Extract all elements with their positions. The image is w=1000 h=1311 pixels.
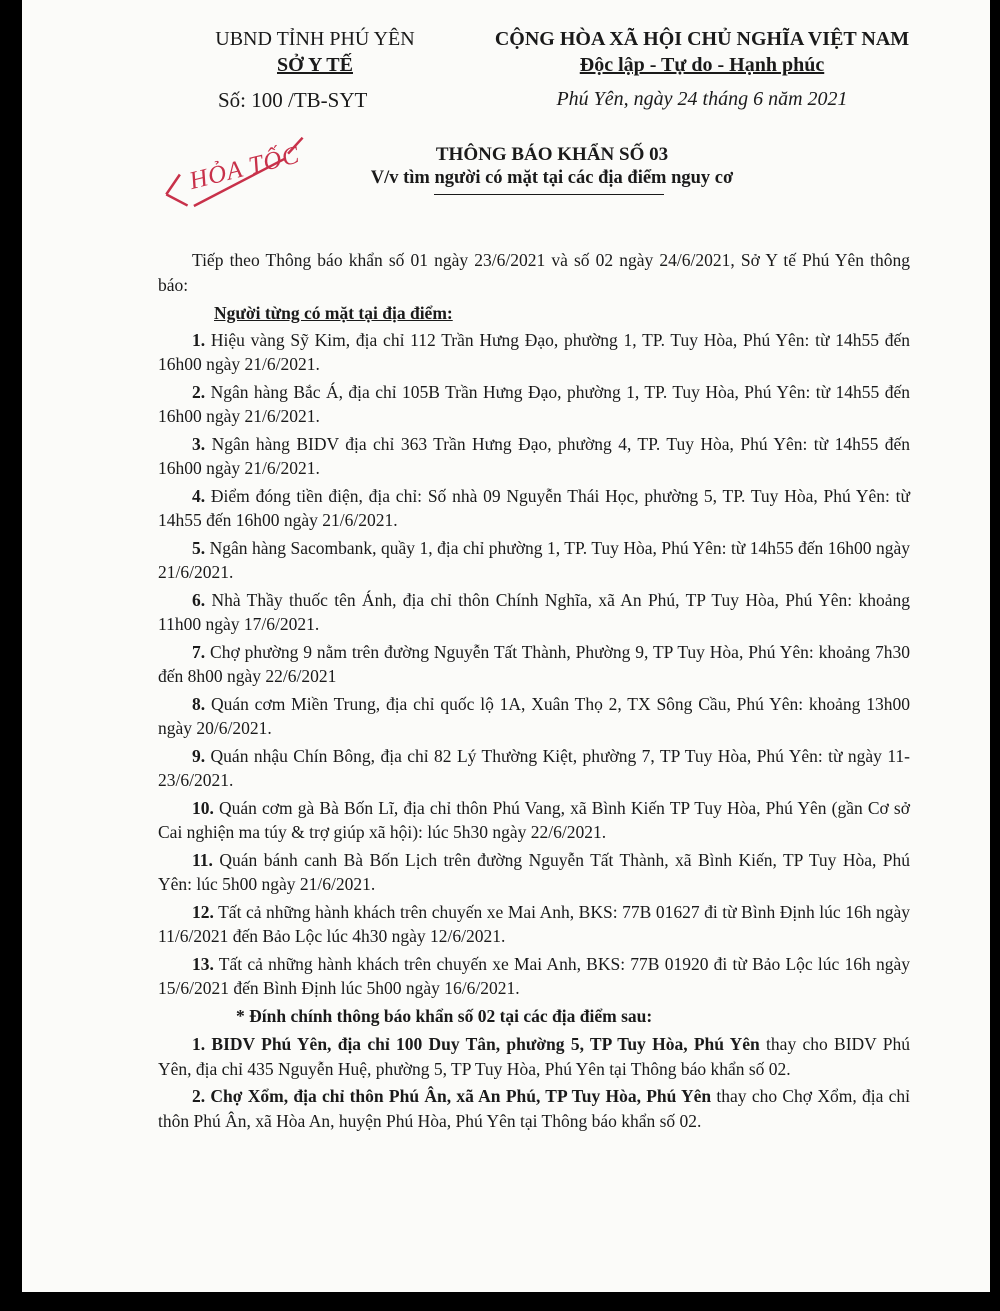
- location-text: Ngân hàng Bắc Á, địa chỉ 105B Trần Hưng Đạo, phường 1, TP. Tuy Hòa, Phú Yên: từ 14h55 đến 16h00 ngày 21/6/2021.: [158, 381, 910, 426]
- location-number: 10.: [192, 797, 214, 818]
- location-number: 9.: [192, 745, 206, 766]
- location-item: [158, 848, 910, 897]
- location-item: [158, 328, 910, 377]
- corrections-heading: * Đính chính thông báo khẩn số 02 tại các địa điểm sau:: [236, 1005, 653, 1026]
- notice-body: [158, 248, 910, 1136]
- location-text: Ngân hàng Sacombank, quầy 1, địa chỉ phường 1, TP. Tuy Hòa, Phú Yên: từ 14h55 đến 16h00 ngày 21/6/2021.: [158, 537, 910, 582]
- location-text: Quán cơm Miền Trung, địa chỉ quốc lộ 1A, Xuân Thọ 2, TX Sông Cầu, Phú Yên: khoảng 13h00 ngày 20/6/2021.: [158, 693, 911, 738]
- location-number: 13.: [192, 953, 214, 974]
- document-page: [22, 0, 990, 1292]
- correction-old-location: thay cho BIDV Phú Yên, địa chỉ 435 Nguyễn Huệ, phường 5, TP Tuy Hòa, Phú Yên tại Thông báo khẩn số 02.: [158, 1034, 910, 1079]
- location-item: [158, 432, 910, 481]
- location-item: [158, 796, 910, 845]
- nation-name: CỘNG HÒA XÃ HỘI CHỦ NGHĨA VIỆT NAM: [494, 28, 910, 50]
- correction-old-location: thay cho Chợ Xổm, địa chỉ thôn Phú Ân, xã Hòa An, huyện Phú Hòa, Phú Yên tại Thông báo khẩn số 02.: [158, 1086, 910, 1131]
- location-number: 3.: [192, 433, 206, 454]
- location-number: 1.: [192, 329, 206, 350]
- location-number: 2.: [192, 381, 206, 402]
- agency-department: SỞ Y TẾ: [277, 54, 353, 76]
- locations-list: [158, 328, 910, 1001]
- location-number: 4.: [192, 485, 206, 506]
- location-text: Nhà Thầy thuốc tên Ánh, địa chỉ thôn Chính Nghĩa, xã An Phú, TP Tuy Hòa, Phú Yên: khoảng 11h00 ngày 17/6/2021.: [158, 589, 911, 634]
- location-number: 7.: [192, 641, 206, 662]
- location-number: 8.: [192, 693, 206, 714]
- location-item: [158, 744, 910, 793]
- location-item: [158, 900, 910, 949]
- stamp-text: HỎA TỐC: [186, 141, 303, 195]
- location-item: [158, 692, 910, 741]
- location-item: [158, 588, 910, 637]
- location-item: [158, 484, 910, 533]
- location-number: 6.: [192, 589, 206, 610]
- date-line: Phú Yên, ngày 24 tháng 6 năm 2021: [556, 88, 848, 110]
- notice-subject: V/v tìm người có mặt tại các địa điểm nguy cơ: [370, 168, 734, 188]
- title-underline: [434, 194, 664, 195]
- correction-new-location: BIDV Phú Yên, địa chỉ 100 Duy Tân, phường 5, TP Tuy Hòa, Phú Yên: [211, 1034, 760, 1054]
- location-number: 5.: [192, 537, 206, 558]
- location-number: 12.: [192, 901, 214, 922]
- location-text: Quán cơm gà Bà Bốn Lĩ, địa chỉ thôn Phú Vang, xã Bình Kiến TP Tuy Hòa, Phú Yên (gần Cơ sở Cai nghiện ma túy & trợ giúp xã hội): lúc 5h30 ngày 22/6/2021.: [158, 797, 910, 842]
- correction-number: 1.: [192, 1034, 206, 1054]
- location-item: [158, 536, 910, 585]
- location-text: Tất cả những hành khách trên chuyến xe Mai Anh, BKS: 77B 01627 đi từ Bình Định lúc 16h ngày 11/6/2021 đến Bảo Lộc lúc 4h30 ngày 12/6/2021.: [158, 901, 911, 946]
- location-text: Điểm đóng tiền điện, địa chỉ: Số nhà 09 Nguyễn Thái Học, phường 5, TP. Tuy Hòa, Phú Yên: từ 14h55 đến 16h00 ngày 21/6/2021.: [158, 485, 911, 530]
- correction-item: [158, 1032, 910, 1081]
- agency-name: UBND TỈNH PHÚ YÊN: [215, 28, 415, 50]
- location-number: 11.: [192, 849, 213, 870]
- location-text: Hiệu vàng Sỹ Kim, địa chỉ 112 Trần Hưng Đạo, phường 1, TP. Tuy Hòa, Phú Yên: từ 14h55 đến 16h00 ngày 21/6/2021.: [158, 329, 911, 374]
- correction-number: 2.: [192, 1086, 206, 1106]
- correction-item: [158, 1084, 910, 1133]
- correction-new-location: Chợ Xổm, địa chỉ thôn Phú Ân, xã An Phú, TP Tuy Hòa, Phú Yên: [210, 1086, 712, 1106]
- location-item: [158, 380, 910, 429]
- location-item: [158, 952, 910, 1001]
- location-text: Tất cả những hành khách trên chuyến xe Mai Anh, BKS: 77B 01920 đi từ Bảo Lộc lúc 16h ngày 15/6/2021 đến Bình Định lúc 5h00 ngày 16/6/2021.: [158, 953, 911, 998]
- location-text: Quán nhậu Chín Bông, địa chỉ 82 Lý Thường Kiệt, phường 7, TP Tuy Hòa, Phú Yên: từ ngày 11-23/6/2021.: [158, 745, 911, 790]
- location-text: Quán bánh canh Bà Bốn Lịch trên đường Nguyễn Tất Thành, xã Bình Kiến, TP Tuy Hòa, Phú Yên: lúc 5h00 ngày 21/6/2021.: [158, 849, 911, 894]
- nation-motto: Độc lập - Tự do - Hạnh phúc: [579, 54, 825, 76]
- locations-heading: Người từng có mặt tại địa điểm:: [214, 303, 453, 323]
- location-text: Ngân hàng BIDV địa chỉ 363 Trần Hưng Đạo, phường 4, TP. Tuy Hòa, Phú Yên: từ 14h55 đến 16h00 ngày 21/6/2021.: [158, 433, 911, 478]
- document-number: Số: 100 /TB-SYT: [218, 88, 368, 112]
- intro-paragraph: Tiếp theo Thông báo khẩn số 01 ngày 23/6/2021 và số 02 ngày 24/6/2021, Sở Y tế Phú Yên thông báo:: [158, 250, 910, 295]
- notice-title: THÔNG BÁO KHẨN SỐ 03: [435, 144, 669, 165]
- corrections-list: [158, 1032, 910, 1133]
- location-item: [158, 640, 910, 689]
- location-text: Chợ phường 9 nằm trên đường Nguyễn Tất Thành, Phường 9, TP Tuy Hòa, Phú Yên: khoảng 7h30 đến 8h00 ngày 22/6/2021: [158, 641, 911, 686]
